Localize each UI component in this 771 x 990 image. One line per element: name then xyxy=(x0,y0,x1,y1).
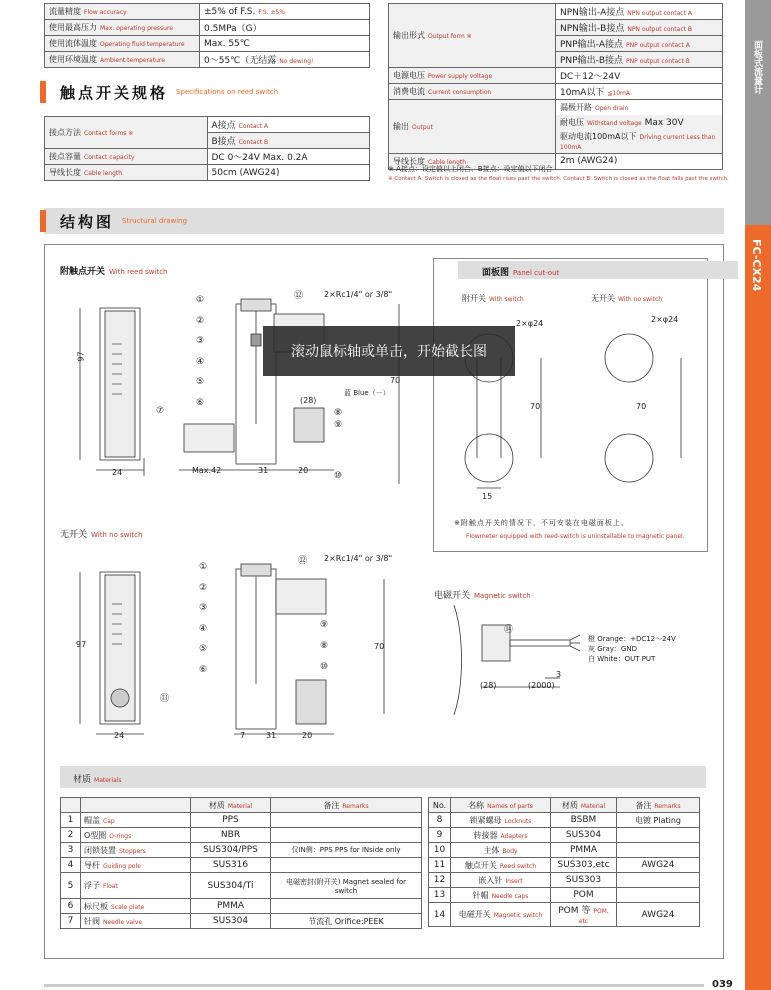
callout-13: ⑬ xyxy=(160,694,170,704)
material-row xyxy=(429,858,700,873)
part-remark: AWG24 xyxy=(617,903,700,927)
output-option: NPN输出-A接点 xyxy=(560,8,625,18)
part-material: SUS304/PPS xyxy=(191,843,271,858)
part-remark: 仅IN侧：PPS PPS for INside only xyxy=(271,843,422,858)
part-name-en: Locknuts xyxy=(504,817,532,825)
panel-with-switch-label: 附开关 With switch xyxy=(462,294,524,303)
spec-row xyxy=(45,20,370,36)
hdr-remarks-en: Remarks xyxy=(342,802,369,810)
hole-bottom-no xyxy=(605,434,653,482)
supply-label: 电源电压 xyxy=(393,71,425,80)
panel-no-switch-en: With no switch xyxy=(618,296,663,303)
part-name: 电磁开关 xyxy=(458,910,491,919)
part-remark xyxy=(271,828,422,843)
cable-label: 导线长度 xyxy=(49,168,81,177)
part-material: SUS303,etc xyxy=(551,858,617,873)
hole-top-no xyxy=(605,334,653,382)
capacity-value: DC 0～24V Max. 0.2A xyxy=(211,153,308,163)
part-material: PPS xyxy=(191,813,271,828)
part-material: PMMA xyxy=(551,843,617,858)
cable-value: 50cm (AWG24) xyxy=(211,167,280,178)
part-material: BSBM xyxy=(551,813,617,828)
material-row xyxy=(429,888,700,903)
section-title: 结构图 xyxy=(60,212,115,231)
part-remark xyxy=(271,899,422,914)
row-no: 1 xyxy=(61,813,81,828)
contact-form-label-en: Contact forms ※ xyxy=(84,130,134,137)
material-row xyxy=(61,843,422,858)
panel-cutout-svg xyxy=(433,258,708,552)
row-no: 4 xyxy=(61,858,81,873)
callout-5: ⑤ xyxy=(196,377,205,387)
contact-a: A接点 xyxy=(211,121,236,131)
material-row xyxy=(429,828,700,843)
part-name: 帽盖 xyxy=(84,815,100,825)
panel-dim-15: 15 xyxy=(482,492,493,501)
hdr-no: No. xyxy=(429,798,451,813)
hdr-remarks: 备注 xyxy=(635,800,652,810)
hole-label-no: 2×φ24 xyxy=(651,315,679,324)
hdr-name: 名称 xyxy=(468,800,485,810)
panel-with-switch-en: With switch xyxy=(489,296,524,303)
part-remark: 节流孔 Orifice:PEEK xyxy=(271,914,422,929)
dim-70: 70 xyxy=(374,642,385,651)
contact-a-en: Contact A xyxy=(238,123,269,130)
cable-label-en: Cable length xyxy=(428,158,467,166)
part-name: 转接器 xyxy=(473,830,498,840)
hdr-material-en: Material xyxy=(580,802,606,810)
dim-31: 31 xyxy=(258,466,269,475)
materials-heading-en: Materials xyxy=(94,777,122,784)
spec-value: 0～55℃（无结露 xyxy=(204,56,277,66)
part-material-en: POM, etc xyxy=(578,908,609,925)
callout-12: ⑫ xyxy=(294,291,304,301)
callout-3: ③ xyxy=(199,603,208,613)
callout-2: ② xyxy=(199,582,208,593)
material-row xyxy=(429,843,700,858)
material-row xyxy=(61,914,422,929)
part-name-en: Body xyxy=(502,847,518,855)
part-name-en: O-rings xyxy=(109,832,132,840)
row-no: 7 xyxy=(61,914,81,929)
spec-table-top xyxy=(44,3,370,68)
output-detail: 驱动电流100mA以下 xyxy=(560,131,637,141)
part-material: POM 等 xyxy=(558,906,591,916)
contact-spec-table xyxy=(44,116,370,181)
spec-value-en: F.S. ±5% xyxy=(258,8,285,16)
part-material: PMMA xyxy=(191,899,271,914)
part-name: 针帽 xyxy=(472,890,489,900)
part-name: 嵌入针 xyxy=(478,875,503,885)
screenshot-overlay[interactable] xyxy=(263,326,515,376)
consumption-label-en: Current consumption xyxy=(428,89,492,96)
callout-8: ⑧ xyxy=(334,408,343,418)
part-name: 导杆 xyxy=(84,860,100,870)
part-name-en: Scale plate xyxy=(111,903,145,911)
callout-2: ② xyxy=(196,315,205,326)
output-option-en: NPN output contact B xyxy=(627,26,693,33)
hdr-remarks: 备注 xyxy=(323,800,340,810)
callout-7: ⑦ xyxy=(156,406,165,416)
flowmeter-drawings xyxy=(44,244,444,754)
spec-row xyxy=(45,52,370,68)
hdr-material: 材质 xyxy=(208,800,225,810)
output-detail-en: Open drain xyxy=(595,104,629,112)
dim-31: 31 xyxy=(266,731,277,740)
material-row xyxy=(61,873,422,899)
side-tab-model[interactable] xyxy=(745,225,771,990)
hdr-material-en: Material xyxy=(227,802,253,810)
hdr-name-en: Names of parts xyxy=(487,802,533,810)
rc-thread-label: 2×Rc1/4" or 3/8" xyxy=(324,554,393,563)
materials-table-right xyxy=(428,797,700,927)
consumption-value: 10mA以下 xyxy=(560,88,605,98)
cable-label-en: Cable length xyxy=(84,170,123,177)
materials-heading-bar xyxy=(60,766,706,788)
dim-20: 20 xyxy=(298,466,309,475)
output-option: PNP输出-B接点 xyxy=(560,56,624,66)
panel-no-switch-label: 无开关 With no switch xyxy=(591,294,663,303)
part-remark: 电镀 Plating xyxy=(617,813,700,828)
capacity-label: 接点容量 xyxy=(49,152,81,161)
part-name: 浮子 xyxy=(84,881,100,890)
mag-dim-28: (28) xyxy=(480,681,497,690)
dim-97: 97 xyxy=(76,351,86,362)
output-detail: 耐电压 xyxy=(560,117,584,127)
part-name: 主体 xyxy=(483,845,500,855)
hdr-material: 材质 xyxy=(561,800,578,810)
rc-thread-label: 2×Rc1/4" or 3/8" xyxy=(324,290,393,299)
output-label-en: Output xyxy=(412,123,433,131)
part-name-en: Magnetic switch xyxy=(493,912,543,919)
spec-label: 使用环境温度 xyxy=(49,55,97,64)
contact-b-en: Contact B xyxy=(238,139,269,146)
part-name-en: Stoppers xyxy=(119,847,146,855)
cable-label: 导线长度 xyxy=(393,156,425,166)
output-detail-en: Driving current Less than 100mA xyxy=(560,133,716,151)
structure-section-heading xyxy=(40,209,187,233)
callout-10: ⑩ xyxy=(334,471,343,481)
dim-20: 20 xyxy=(302,731,313,740)
material-row xyxy=(61,858,422,873)
spec-value: 0.5MPa（G） xyxy=(204,24,262,34)
magnetic-switch-label-en: Magnetic switch xyxy=(474,592,531,600)
materials-heading: 材质 Materials xyxy=(73,775,122,785)
part-material: SUS304/Ti xyxy=(191,873,271,899)
part-name: 触点开关 xyxy=(464,860,497,870)
tube-outline xyxy=(454,605,462,715)
part-name-en: Reed switch xyxy=(499,862,537,870)
spec-label-en: Max. operating pressure xyxy=(100,25,173,32)
part-remark xyxy=(617,828,700,843)
callout-list xyxy=(196,290,204,413)
cable-value: 2m (AWG24) xyxy=(560,156,618,166)
magnetic-switch-label: 电磁开关 Magnetic switch xyxy=(434,591,531,601)
output-detail-value: Max 30V xyxy=(644,117,684,128)
consumption-label: 消费电流 xyxy=(393,87,425,96)
side-tab-category-label: 面板式流量计 xyxy=(752,40,762,94)
capacity-label-en: Contact capacity xyxy=(84,154,135,161)
note-cn: ※ A接点：设定值以上闭合、B接点：设定值以下闭合 xyxy=(388,165,553,173)
spec-value: Max. 55℃ xyxy=(204,38,250,49)
output-option: PNP输出-A接点 xyxy=(560,40,623,50)
material-row xyxy=(61,899,422,914)
no-switch-label: 无开关 With no switch xyxy=(60,530,143,540)
with-switch-label: 附触点开关 With reed switch xyxy=(60,267,168,277)
part-name-en: Needle caps xyxy=(491,892,529,900)
row-no: 8 xyxy=(429,813,451,828)
dim-max42: Max.42 xyxy=(192,466,222,475)
callout-10: ⑩ xyxy=(320,662,329,672)
callout-4: ④ xyxy=(199,623,208,634)
spec-label-en: Ambient temperature xyxy=(100,57,165,64)
wire-gray: 灰 Gray：GND xyxy=(588,645,638,653)
row-no: 2 xyxy=(61,828,81,843)
output-detail-en: Withstand voltage xyxy=(587,119,642,127)
output-detail: 漏极开路 xyxy=(560,102,592,112)
wire-orange: 橙 Orange：+DC12～24V xyxy=(588,635,676,643)
row-no: 10 xyxy=(429,843,451,858)
panel-heading-en: Panel cut-out xyxy=(513,269,560,277)
output-option: NPN输出-B接点 xyxy=(560,24,625,34)
section-title-en: Structural drawing xyxy=(122,217,188,225)
callout-4: ④ xyxy=(196,356,205,367)
row-no: 11 xyxy=(429,858,451,873)
section-title: 触点开关规格 xyxy=(60,83,169,102)
panel-note-en: Flowmeter equipped with reed-switch is uninstallable to magnetic panel. xyxy=(466,533,685,540)
note-en: ※ Contact A: Switch is closed as the float rises past the switch. Contact B: Switch is closed as the float falls past the switch. xyxy=(388,176,729,182)
output-form-label: 输出形式 xyxy=(393,31,425,40)
part-name-en: Adapters xyxy=(500,832,528,840)
callout-list-2 xyxy=(199,557,207,680)
dim-97: 97 xyxy=(76,640,87,649)
part-material: SUS304 xyxy=(191,914,271,929)
part-name-en: Cap xyxy=(103,817,115,825)
dim-24: 24 xyxy=(112,468,123,477)
dim-70: 70 xyxy=(390,376,401,385)
callout-14: ⑭ xyxy=(504,625,514,635)
part-name: 锁紧螺母 xyxy=(469,815,502,825)
material-row xyxy=(61,828,422,843)
row-no: 6 xyxy=(61,899,81,914)
supply-label-en: Power supply voltage xyxy=(428,73,493,80)
contact-section-heading xyxy=(40,80,278,104)
part-material: POM xyxy=(551,888,617,903)
mag-dim-2000: (2000) xyxy=(528,681,555,690)
spec-label: 使用流体温度 xyxy=(49,39,97,48)
hole-label-with: 2×φ24 xyxy=(516,319,544,328)
spec-label: 使用最高压力 xyxy=(49,23,97,32)
spec-row xyxy=(45,36,370,52)
no-switch-label-en: With no switch xyxy=(91,531,143,539)
part-name-en: Guiding pole xyxy=(103,862,141,870)
consumption-value-en: ≦10mA xyxy=(607,90,631,97)
callout-8: ⑧ xyxy=(320,641,329,651)
with-switch-label-en: With reed switch xyxy=(109,268,168,276)
material-row xyxy=(61,813,422,828)
output-option-en: PNP output contact A xyxy=(626,42,690,49)
wire-white: 白 White：OUT PUT xyxy=(588,655,656,663)
part-material: SUS316 xyxy=(191,858,271,873)
spec-table-right xyxy=(388,3,723,170)
section-title-en: Specifications on reed switch xyxy=(176,88,279,96)
row-no: 13 xyxy=(429,888,451,903)
panel-dim-70: 70 xyxy=(530,402,541,411)
row-no: 14 xyxy=(429,903,451,927)
part-material: NBR xyxy=(191,828,271,843)
output-option-en: PNP output contact B xyxy=(626,58,690,65)
part-name: 闭锁装置 xyxy=(84,845,116,855)
callout-5: ⑤ xyxy=(199,644,208,654)
footer-line xyxy=(44,984,704,987)
part-remark: 电磁密封(附开关) Magnet sealed for switch xyxy=(271,873,422,899)
contact-b: B接点 xyxy=(211,137,236,147)
material-row xyxy=(429,813,700,828)
dim-28: (28) xyxy=(300,396,317,405)
hole-bottom-with xyxy=(465,434,513,482)
spec-value-en: No dewing） xyxy=(279,58,318,65)
side-tab-category[interactable] xyxy=(745,0,771,225)
panel-heading: 面板图 Panel cut-out xyxy=(458,261,738,279)
row-no: 9 xyxy=(429,828,451,843)
spec-label-en: Operating fluid temperature xyxy=(100,41,185,48)
material-row xyxy=(429,903,700,927)
mag-dim-3: 3 xyxy=(556,670,562,679)
overlay-text: 滚动鼠标轴或单击，开始截长图 xyxy=(291,344,487,360)
dim-7: 7 xyxy=(240,731,246,740)
callout-1: ① xyxy=(196,295,205,305)
heading-accent-bar xyxy=(40,81,46,103)
wire-legend xyxy=(588,634,676,664)
part-remark xyxy=(271,858,422,873)
page-number: 039 xyxy=(712,979,733,990)
part-remark xyxy=(617,888,700,903)
panel-dim-70: 70 xyxy=(636,402,647,411)
supply-value: DC＋12～24V xyxy=(560,72,621,82)
panel-note-cn: ※附触点开关的情况下，不可安装在电磁面板上。 xyxy=(454,519,629,527)
part-remark xyxy=(271,813,422,828)
part-material: SUS304 xyxy=(551,828,617,843)
row-no: 5 xyxy=(61,873,81,899)
output-form-label-en: Output form ※ xyxy=(428,33,472,40)
heading-accent-bar xyxy=(40,210,46,232)
spec-row xyxy=(45,4,370,20)
output-option-en: NPN output contact A xyxy=(627,10,692,17)
contact-form-label: 接点方法 xyxy=(49,128,81,137)
part-name: 针阀 xyxy=(84,916,100,926)
part-material: SUS303 xyxy=(551,873,617,888)
output-label: 输出 xyxy=(393,121,409,131)
material-row xyxy=(429,873,700,888)
spec-label-en: Flow accuracy xyxy=(84,9,127,16)
callout-3: ③ xyxy=(196,336,205,346)
callout-9: ⑨ xyxy=(334,420,343,430)
spec-label: 流量精度 xyxy=(49,7,81,16)
part-name-en: Insert xyxy=(505,877,523,885)
part-name: O型圈 xyxy=(84,830,107,840)
spec-value: ±5% of F.S. xyxy=(204,6,256,17)
part-name-en: Needle valve xyxy=(103,918,143,926)
materials-table-left xyxy=(60,797,422,929)
part-remark: AWG24 xyxy=(617,858,700,873)
callout-6: ⑥ xyxy=(199,664,208,675)
callout-9: ⑨ xyxy=(320,620,329,630)
part-name: 标尺板 xyxy=(84,901,108,911)
part-name-en: Float xyxy=(103,883,118,890)
blue-wire-label: 蓝 Blue（－） xyxy=(344,389,390,397)
row-no: 12 xyxy=(429,873,451,888)
row-no: 3 xyxy=(61,843,81,858)
part-remark xyxy=(617,843,700,858)
callout-12: ⑫ xyxy=(298,556,308,566)
dim-24: 24 xyxy=(114,731,125,740)
callout-1: ① xyxy=(199,562,208,572)
part-remark xyxy=(617,873,700,888)
hdr-remarks-en: Remarks xyxy=(654,802,681,810)
callout-6: ⑥ xyxy=(196,397,205,408)
side-tab-model-label: FC-CX24 xyxy=(750,239,763,292)
